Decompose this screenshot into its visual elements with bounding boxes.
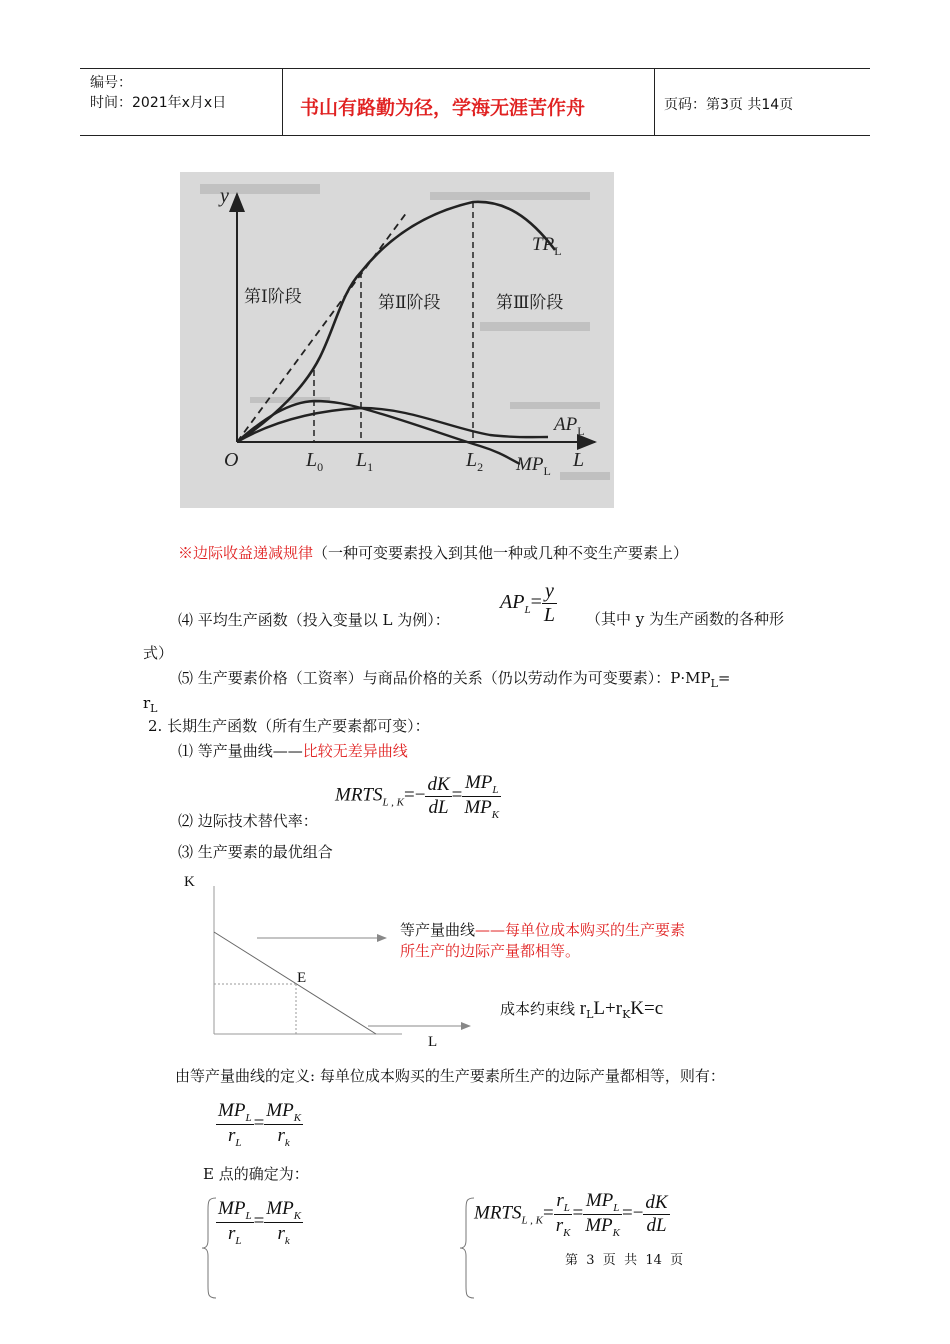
axis-x-label: L (573, 449, 585, 471)
law-line (178, 546, 688, 561)
item-4-text: ⑷ 平均生产函数（投入变量以 L 为例）： (178, 611, 450, 629)
production-stages-figure (180, 172, 614, 508)
page-footer: 第 3 页 共 14 页 (565, 1253, 684, 1268)
item-5-text: ⑸ 生产要素价格（工资率）与商品价格的关系（仍以劳动作为可变要素）：$P\cdot MP_L=$ (178, 669, 731, 690)
header-divider-left (282, 68, 283, 136)
equal-ratio-formula: $\frac{MP_L}{r_L}$ = $\frac{MP_K}{r_k}$ (218, 1100, 302, 1149)
item-5-r: $r_L$ (143, 694, 158, 715)
tick-l1: $L_1$ (356, 449, 374, 474)
header-divider-right (654, 68, 655, 136)
stage-3-label: 第Ⅲ阶段 (496, 293, 564, 313)
k-axis-label: K (184, 874, 195, 890)
ap-curve (237, 408, 548, 442)
axis-y-label: y (220, 185, 229, 207)
header-motto: 书山有路勤为径，学海无涯苦作舟 (300, 97, 586, 119)
tp-curve (237, 202, 555, 442)
item-2-text: ⑵ 边际技术替代率： (178, 812, 318, 830)
budget-line (214, 932, 376, 1034)
mp-label: $MP_L$ (516, 454, 551, 478)
ap-label: $AP_L$ (554, 414, 585, 438)
mrts-formula: $MRTS_{L , K}=-$ $\frac{dK}{dL}$ = $\frac{MP_L}{MP_K}$ (335, 772, 500, 821)
stage-1-label: 第Ⅰ阶段 (244, 287, 302, 307)
tick-l2: $L_2$ (466, 449, 484, 474)
tick-l0: $L_0$ (306, 449, 324, 474)
system-left-formula: $\frac{MP_L}{r_L}$ = $\frac{MP_K}{r_k}$ (218, 1198, 302, 1247)
point-e-label: E (297, 970, 307, 986)
item-4-tail2: 式） (143, 644, 174, 662)
ap-formula: $AP_L=$ $\frac{y}{L}$ (500, 580, 555, 626)
header-code-label: 编号： (90, 75, 132, 91)
stage-2-label: 第Ⅱ阶段 (378, 293, 441, 313)
origin-label: O (224, 449, 239, 471)
l-axis-label: L (428, 1034, 438, 1050)
isoquant-note-line1: 等产量曲线——每单位成本购买的生产要素 (400, 921, 686, 939)
header-top-rule (80, 68, 870, 69)
tangent-ray (237, 212, 407, 442)
item-3-text: ⑶ 生产要素的最优组合 (178, 843, 333, 861)
optimal-combination-figure (150, 868, 770, 1058)
production-stages-svg (180, 172, 614, 508)
law-title: ※边际收益递减规律 (178, 544, 314, 562)
definition-text: 由等产量曲线的定义: 每单位成本购买的生产要素所生产的边际产量都相等，则有： (175, 1067, 725, 1085)
isoquant-note-line2: 所生产的边际产量都相等。 (400, 942, 581, 960)
item-1-line: ⑴ 等产量曲线——比较无差异曲线 (178, 742, 408, 760)
header-bottom-rule (80, 135, 870, 136)
optimal-combination-svg (150, 868, 770, 1058)
item-4-tail: （其中 y 为生产函数的各种形 (586, 610, 785, 628)
header-page-label: 页码：第3页 共14页 (664, 97, 794, 113)
e-point-text: E 点的确定为： (203, 1165, 309, 1183)
law-desc: （一种可变要素投入到其他一种或几种不变生产要素上） (313, 544, 689, 562)
header-date-label: 时间：2021年x月x日 (90, 95, 227, 111)
system-right-formula: $MRTS_{L , K}=$ $\frac{r_L}{r_K}$ = $\frac{MP_L}{MP_K}$ =− $\frac{dK}{dL}$ (474, 1190, 668, 1239)
budget-constraint-label: 成本约束线 $r_LL+r_KK=c$ (500, 998, 664, 1021)
long-run-heading: 2. 长期生产函数（所有生产要素都可变）： (148, 717, 430, 735)
tp-label: $TP_L$ (532, 234, 562, 258)
